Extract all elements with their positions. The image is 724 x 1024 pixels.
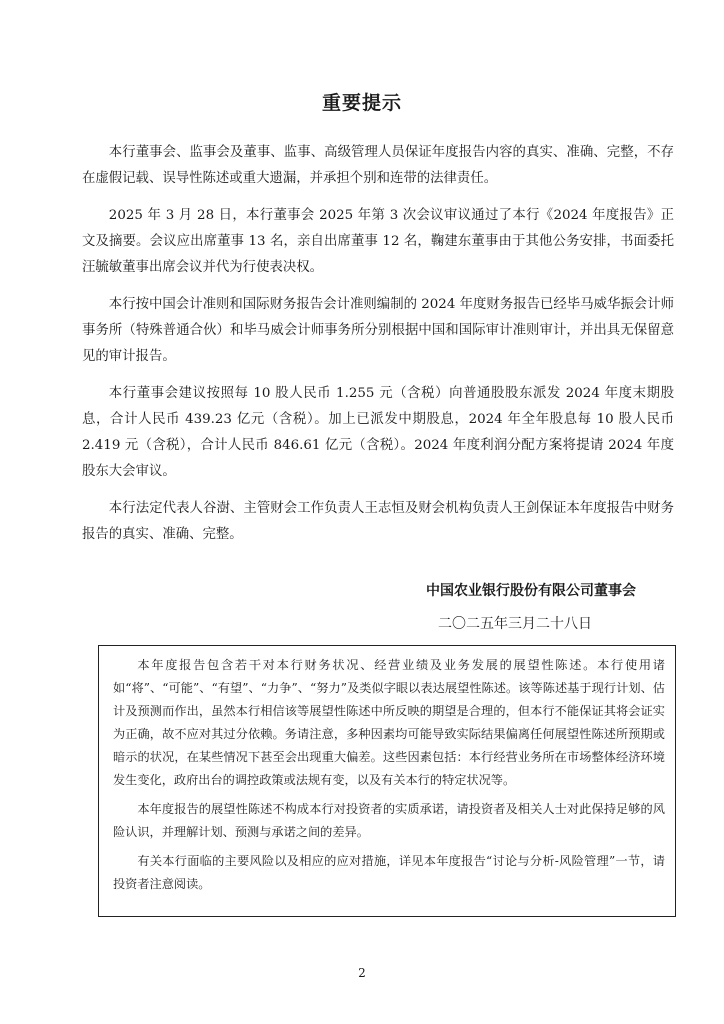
signature-date: 二〇二五年三月二十八日 xyxy=(438,616,592,632)
paragraph-audit: 本行按中国会计准则和国际财务报告会计准则编制的 2024 年度财务报告已经毕马威华振会计师事务所（特殊普通合伙）和毕马威会计师事务所分别根据中国和国际审计准则审计，并出具无保留意见的审计报告。 xyxy=(82,297,674,364)
paragraph-board-meeting: 2025 年 3 月 28 日，本行董事会 2025 年第 3 次会议审议通过了本行《2024 年度报告》正文及摘要。会议应出席董事 13 名，亲自出席董事 12 名，鞠建东董事由于其他公务安排，书面委托汪毓敏董事出席会议并代为行使表决权。 xyxy=(82,208,674,275)
notice-paragraph: 本年度报告的展望性陈述不构成本行对投资者的实质承诺，请投资者及相关人士对此保持足够的风险认识，并理解计划、预测与承诺之间的差异。 xyxy=(113,802,665,839)
main-text xyxy=(82,140,674,559)
paragraph-responsibility: 本行董事会、监事会及董事、监事、高级管理人员保证年度报告内容的真实、准确、完整，不存在虚假记载、误导性陈述或重大遗漏，并承担个别和连带的法律责任。 xyxy=(82,145,674,186)
paragraph-financial-guarantee: 本行法定代表人谷澍、主管财会工作负责人王志恒及财会机构负责人王剑保证本年度报告中财务报告的真实、准确、完整。 xyxy=(82,501,674,542)
forward-looking-notice-box xyxy=(98,645,676,917)
notice-paragraph: 有关本行面临的主要风险以及相应的应对措施，详见本年度报告“讨论与分析-风险管理”一节，请投资者注意阅读。 xyxy=(113,854,665,891)
page-title: 重要提示 xyxy=(321,92,402,114)
notice-paragraph: 本年度报告包含若干对本行财务状况、经营业绩及业务发展的展望性陈述。本行使用诸如“将”、“可能”、“有望”、“力争”、“努力”及类似字眼以表达展望性陈述。该等陈述基于现行计划、估计及预测而作出，虽然本行相信该等展望性陈述中所反映的期望是合理的，但本行不能保证其将会证实为正确，故不应对其过分依赖。务请注意，多种因素均可能导致实际结果偏离任何展望性陈述所预期或暗示的状况，在某些情况下甚至会出现重大偏差。这些因素包括：本行经营业务所在市场整体经济环境发生变化，政府出台的调控政策或法规有变，以及有关本行的特定状况等。 xyxy=(113,658,665,787)
page-number: 2 xyxy=(358,966,366,980)
paragraph-dividend: 本行董事会建议按照每 10 股人民币 1.255 元（含税）向普通股股东派发 2024 年度末期股息，合计人民币 439.23 亿元（含税）。加上已派发中期股息，2024 年全年股息每 10 股人民币 2.419 元（含税），合计人民币 846.61 亿元（含税）。2024 年度利润分配方案将提请 2024 年度股东大会审议。 xyxy=(82,386,674,479)
signature-organization: 中国农业银行股份有限公司董事会 xyxy=(426,583,636,599)
